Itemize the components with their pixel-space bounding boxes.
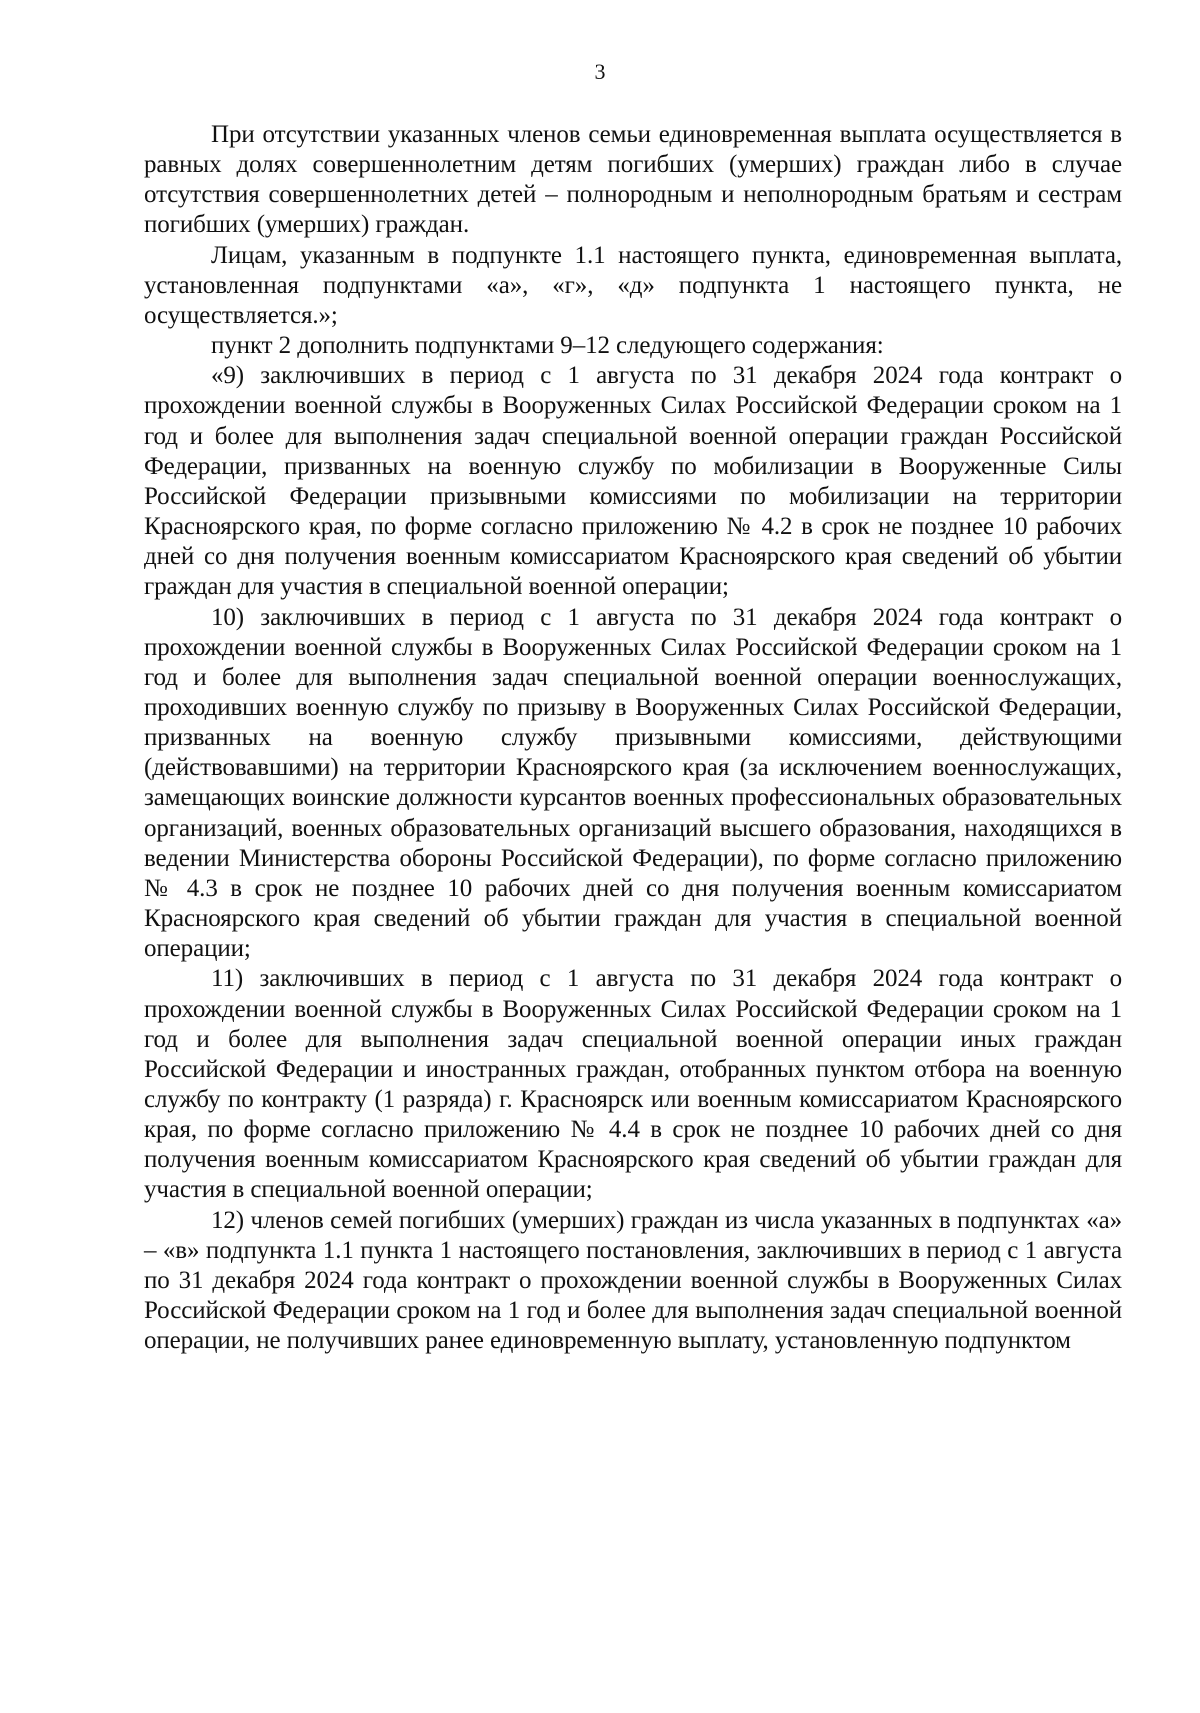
paragraph-subpoint-12: 12) членов семей погибших (умерших) граждан из числа указанных в подпунктах «а» – «в» подпункта 1.1 пункта 1 настоящего постановления, заключивших в период с 1 августа по 31 декабря 2024 года контракт о прохождении военной службы в Вооруженных Силах Российской Федерации сроком на 1 год и более для выполнения задач специальной военной операции, не получивших ранее единовременную выплату, установленную подпунктом [144,1206,1122,1355]
document-body [144,120,1122,1356]
paragraph-subpoint-10: 10) заключивших в период с 1 августа по 31 декабря 2024 года контракт о прохождении военной службы в Вооруженных Силах Российской Федерации сроком на 1 год и более для выполнения задач специальной военной операции военнослужащих, проходивших военную службу по призыву в Вооруженных Силах Российской Федерации, призванных на военную службу призывными комиссиями, действующими (действовавшими) на территории Красноярского края (за исключением военнослужащих, замещающих воинские должности курсантов военных профессиональных образовательных организаций, военных образовательных организаций высшего образования, находящихся в ведении Министерства обороны Российской Федерации), по форме согласно приложению № 4.3 в срок не позднее 10 рабочих дней со дня получения военным комиссариатом Красноярского края сведений об убытии граждан для участия в специальной военной операции; [144,603,1122,963]
paragraph-subpoint-1-1-exclusion: Лицам, указанным в подпункте 1.1 настоящего пункта, единовременная выплата, установленная подпунктами «а», «г», «д» подпункта 1 настоящего пункта, не осуществляется.»; [144,241,1122,329]
paragraph-subpoint-9: «9) заключивших в период с 1 августа по 31 декабря 2024 года контракт о прохождении военной службы в Вооруженных Силах Российской Федерации сроком на 1 год и более для выполнения задач специальной военной операции граждан Российской Федерации, призванных на военную службу по мобилизации в Вооруженные Силы Российской Федерации призывными комиссиями по мобилизации на территории Красноярского края, по форме согласно приложению № 4.2 в срок не позднее 10 рабочих дней со дня получения военным комиссариатом Красноярского края сведений об убытии граждан для участия в специальной военной операции; [144,362,1122,601]
paragraph-family-members-absence: При отсутствии указанных членов семьи единовременная выплата осуществляется в равных долях совершеннолетним детям погибших (умерших) граждан либо в случае отсутствия совершеннолетних детей – полнородным и неполнородным братьям и сестрам погибших (умерших) граждан. [144,121,1122,239]
paragraph-point-2-amendment: пункт 2 дополнить подпунктами 9–12 следующего содержания: [211,332,884,360]
page-number: 3 [594,59,606,84]
paragraph-subpoint-11: 11) заключивших в период с 1 августа по 31 декабря 2024 года контракт о прохождении военной службы в Вооруженных Силах Российской Федерации сроком на 1 год и более для выполнения задач специальной военной операции иных граждан Российской Федерации и иностранных граждан, отобранных пунктом отбора на военную службу по контракту (1 разряда) г. Красноярск или военным комиссариатом Красноярского края, по форме согласно приложению № 4.4 в срок не позднее 10 рабочих дней со дня получения военным комиссариатом Красноярского края сведений об убытии граждан для участия в специальной военной операции; [144,965,1122,1204]
